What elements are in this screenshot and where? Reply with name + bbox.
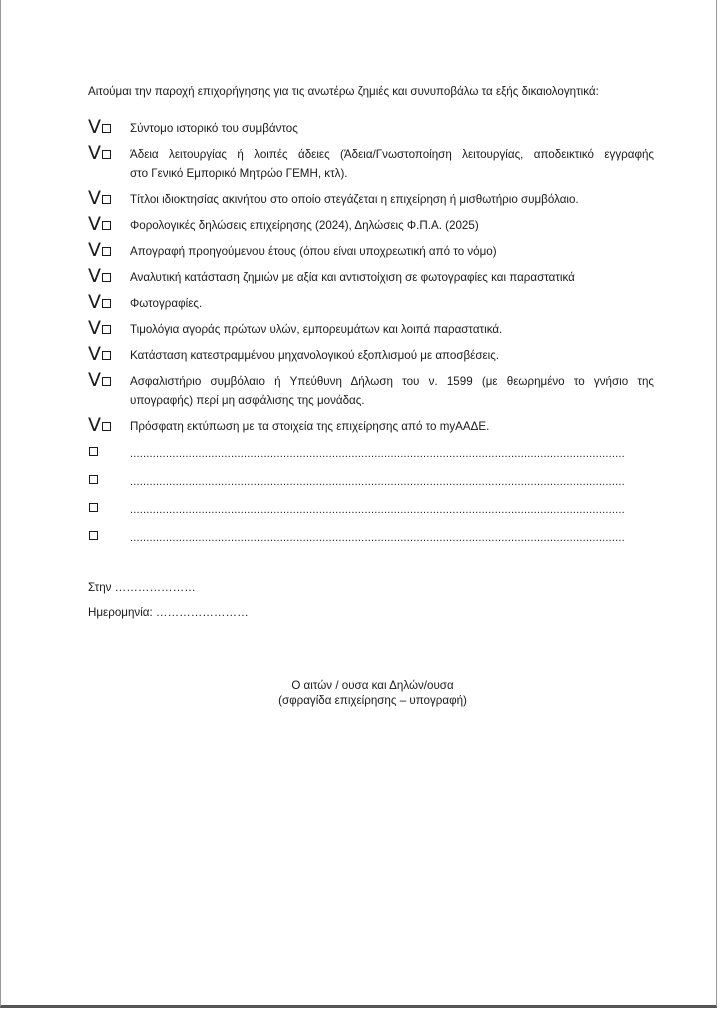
checklist-item-line: στο Γενικό Εμπορικό Μητρώο ΓΕΜΗ, κτλ). — [130, 167, 348, 180]
checkbox-square-icon — [102, 351, 111, 360]
blank-fill-line: ........................................................................................................................................................ — [130, 476, 625, 488]
checkbox-square-icon — [89, 447, 98, 456]
checklist-item — [88, 213, 654, 235]
checkbox-mark — [88, 187, 130, 209]
checklist-item-text — [130, 243, 654, 260]
check-v-icon: V — [88, 265, 101, 287]
checklist-item-line: υπογραφής) περί μη ασφάλισης της μονάδας. — [130, 394, 365, 407]
checkbox-square-icon — [102, 221, 111, 230]
signature-note: (σφραγίδα επιχείρησης – υπογραφή) — [278, 694, 467, 707]
checklist-item-line: Φορολογικές δηλώσεις επιχείρησης (2024), Δηλώσεις Φ.Π.Α. (2025) — [130, 219, 479, 232]
blank-checklist-item — [88, 475, 654, 492]
date-line: Ημερομηνία: …………………… — [88, 606, 249, 619]
signature-title: Ο αιτών / ουσα και Δηλών/ουσα — [291, 679, 454, 692]
checklist-item — [88, 265, 654, 287]
checklist-item — [88, 317, 654, 339]
checkbox-mark — [88, 531, 130, 548]
checkbox-mark — [88, 414, 130, 436]
checkbox-square-icon — [102, 124, 111, 133]
checklist-item — [88, 187, 654, 209]
blank-fill-line: ........................................................................................................................................................ — [130, 532, 625, 544]
check-v-icon: V — [88, 317, 101, 339]
checklist-item-line: Τίτλοι ιδιοκτησίας ακινήτου στο οποίο στεγάζεται η επιχείρηση ή μισθωτήριο συμβόλαιο. — [130, 193, 579, 206]
check-v-icon: V — [88, 343, 101, 365]
checklist-item-text — [130, 217, 654, 234]
checkbox-square-icon — [89, 503, 98, 512]
checklist-item-text — [130, 418, 654, 435]
checkbox-mark — [88, 213, 130, 235]
checklist-item — [88, 291, 654, 313]
check-v-icon: V — [88, 116, 101, 138]
checklist-item-text — [130, 146, 654, 182]
checkbox-mark — [88, 142, 130, 164]
checklist-item — [88, 369, 654, 409]
checkbox-mark — [88, 239, 130, 261]
checklist-item-line: Κατάσταση κατεστραμμένου μηχανολογικού εξοπλισμού με αποσβέσεις. — [130, 349, 500, 362]
checkbox-mark — [88, 343, 130, 365]
checkbox-mark — [88, 317, 130, 339]
checklist-item-line: Πρόσφατη εκτύπωση με τα στοιχεία της επιχείρησης από το myΑΑΔΕ. — [130, 420, 490, 433]
checkbox-mark — [88, 265, 130, 287]
blank-fill-line: ........................................................................................................................................................ — [130, 448, 625, 460]
checkbox-square-icon — [89, 531, 98, 540]
checklist-item-text — [130, 120, 654, 137]
checkbox-mark — [88, 475, 130, 492]
place-line: Στην ………………… — [88, 581, 196, 594]
blank-checklist-item — [88, 531, 654, 548]
checkbox-mark — [88, 503, 130, 520]
check-v-icon: V — [88, 142, 101, 164]
checkbox-mark — [88, 369, 130, 391]
checkbox-square-icon — [102, 299, 111, 308]
checklist-item-line: Απογραφή προηγούμενου έτους (όπου είναι υποχρεωτική από το νόμο) — [130, 245, 497, 258]
check-v-icon: V — [88, 213, 101, 235]
checklist-item — [88, 116, 654, 138]
checkbox-square-icon — [102, 422, 111, 431]
checkbox-square-icon — [102, 325, 111, 334]
intro-text: Αιτούμαι την παροχή επιχορήγησης για τις ανωτέρω ζημιές και συνυποβάλω τα εξής δικαιολογητικά: — [88, 85, 599, 98]
checklist-item-line: Τιμολόγια αγοράς πρώτων υλών, εμπορευμάτων και λοιπά παραστατικά. — [130, 323, 503, 336]
checklist-item-line: Ασφαλιστήριο συμβόλαιο ή Υπεύθυνη Δήλωση του ν. 1599 (με θεωρημένο το γνήσιο της — [130, 375, 654, 388]
check-v-icon: V — [88, 414, 101, 436]
checklist-item — [88, 239, 654, 261]
blank-fill-line: ........................................................................................................................................................ — [130, 504, 625, 516]
checkbox-mark — [88, 447, 130, 464]
check-v-icon: V — [88, 291, 101, 313]
checklist-item-text — [130, 347, 654, 364]
checklist-item — [88, 343, 654, 365]
blank-checklist-item — [88, 447, 654, 464]
documents-checklist — [88, 116, 654, 548]
signature-block — [201, 678, 544, 708]
checklist-item-text — [130, 191, 654, 208]
checklist-item-line: Άδεια λειτουργίας ή λοιπές άδειες (Άδεια/Γνωστοποίηση λειτουργίας, αποδεικτικό εγγραφής — [130, 148, 654, 161]
checkbox-square-icon — [102, 273, 111, 282]
checklist-item-text — [130, 321, 654, 338]
checklist-item-text — [130, 269, 654, 286]
checkbox-square-icon — [102, 150, 111, 159]
checklist-item-text — [130, 373, 654, 409]
blank-checklist-item — [88, 503, 654, 520]
checklist-item-line: Σύντομο ιστορικό του συμβάντος — [130, 122, 298, 135]
check-v-icon: V — [88, 187, 101, 209]
checkbox-mark — [88, 116, 130, 138]
checkbox-square-icon — [89, 475, 98, 484]
checklist-item-text — [130, 295, 654, 312]
checklist-item-line: Φωτογραφίες. — [130, 297, 203, 310]
checkbox-mark — [88, 291, 130, 313]
check-v-icon: V — [88, 369, 101, 391]
checkbox-square-icon — [102, 247, 111, 256]
check-v-icon: V — [88, 239, 101, 261]
checklist-item-line: Αναλυτική κατάσταση ζημιών με αξία και αντιστοίχιση σε φωτογραφίες και παραστατικά — [130, 271, 575, 284]
checkbox-square-icon — [102, 377, 111, 386]
checkbox-square-icon — [102, 195, 111, 204]
checklist-item — [88, 414, 654, 436]
checklist-item — [88, 142, 654, 182]
